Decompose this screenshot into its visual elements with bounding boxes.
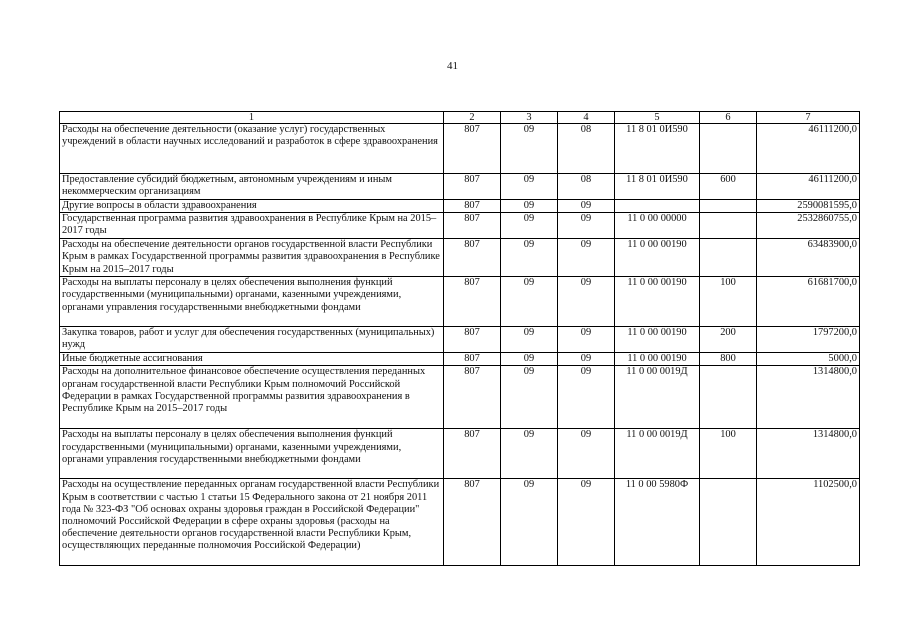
expense-type-code xyxy=(700,200,757,213)
expense-type-code xyxy=(700,239,757,277)
target-item-code: 11 0 00 0019Д xyxy=(615,429,700,479)
column-header: 6 xyxy=(700,112,757,124)
subsection-code: 09 xyxy=(558,479,615,566)
amount: 5000,0 xyxy=(757,353,860,366)
expense-name: Расходы на выплаты персоналу в целях обеспечения выполнения функций государственными (муниципальными) органами, казенными учреждениями, органами управления государственными внебюджетными фондами xyxy=(60,429,444,479)
target-item-code: 11 0 00 00190 xyxy=(615,277,700,327)
subsection-code: 09 xyxy=(558,327,615,353)
section-code: 09 xyxy=(501,174,558,200)
target-item-code: 11 0 00 0019Д xyxy=(615,366,700,429)
table-header-row xyxy=(60,112,860,124)
target-item-code: 11 8 01 0И590 xyxy=(615,124,700,174)
section-code: 09 xyxy=(501,277,558,327)
table-row xyxy=(60,479,860,566)
table-row xyxy=(60,327,860,353)
subsection-code: 09 xyxy=(558,277,615,327)
expense-name: Другие вопросы в области здравоохранения xyxy=(60,200,444,213)
expense-name: Расходы на выплаты персоналу в целях обеспечения выполнения функций государственными (муниципальными) органами, казенными учреждениями, органами управления государственными внебюджетными фондами xyxy=(60,277,444,327)
column-header: 5 xyxy=(615,112,700,124)
amount: 2590081595,0 xyxy=(757,200,860,213)
expense-name: Иные бюджетные ассигнования xyxy=(60,353,444,366)
target-item-code xyxy=(615,200,700,213)
table-row xyxy=(60,239,860,277)
expense-name: Предоставление субсидий бюджетным, автономным учреждениям и иным некоммерческим организациям xyxy=(60,174,444,200)
subsection-code: 09 xyxy=(558,366,615,429)
department-code: 807 xyxy=(444,239,501,277)
subsection-code: 08 xyxy=(558,174,615,200)
department-code: 807 xyxy=(444,124,501,174)
amount: 46111200,0 xyxy=(757,174,860,200)
section-code: 09 xyxy=(501,353,558,366)
subsection-code: 09 xyxy=(558,239,615,277)
expense-name: Расходы на осуществление переданных органам государственной власти Республики Крым в соответствии с частью 1 статьи 15 Федерального закона от 21 ноября 2011 года № 323-ФЗ "Об основах охраны здоровья граждан в Российской Федерации" полномочий Российской Федерации в сфере охраны здоровья (расходы на обеспечение деятельности органов государственной власти Республики Крым, осуществляющих переданные полномочия Российской Федерации) xyxy=(60,479,444,566)
section-code: 09 xyxy=(501,200,558,213)
expense-type-code: 800 xyxy=(700,353,757,366)
page-number: 41 xyxy=(447,60,458,72)
target-item-code: 11 0 00 5980Ф xyxy=(615,479,700,566)
expense-name: Расходы на дополнительное финансовое обеспечение осуществления переданных органам государственной власти Республики Крым полномочий Российской Федерации в рамках Государственной программы развития здравоохранения в Республике Крым на 2015–2017 годы xyxy=(60,366,444,429)
subsection-code: 09 xyxy=(558,429,615,479)
expense-name: Расходы на обеспечение деятельности органов государственной власти Республики Крым в рамках Государственной программы развития здравоохранения в Республике Крым на 2015–2017 годы xyxy=(60,239,444,277)
section-code: 09 xyxy=(501,213,558,239)
target-item-code: 11 8 01 0И590 xyxy=(615,174,700,200)
amount: 61681700,0 xyxy=(757,277,860,327)
department-code: 807 xyxy=(444,277,501,327)
expense-name: Расходы на обеспечение деятельности (оказание услуг) государственных учреждений в области научных исследований и разработок в сфере здравоохранения xyxy=(60,124,444,174)
table-row xyxy=(60,277,860,327)
target-item-code: 11 0 00 00190 xyxy=(615,327,700,353)
department-code: 807 xyxy=(444,213,501,239)
column-header: 3 xyxy=(501,112,558,124)
amount: 63483900,0 xyxy=(757,239,860,277)
section-code: 09 xyxy=(501,429,558,479)
table-row xyxy=(60,200,860,213)
department-code: 807 xyxy=(444,174,501,200)
department-code: 807 xyxy=(444,327,501,353)
subsection-code: 09 xyxy=(558,200,615,213)
section-code: 09 xyxy=(501,239,558,277)
target-item-code: 11 0 00 00190 xyxy=(615,239,700,277)
expense-type-code xyxy=(700,213,757,239)
column-header: 7 xyxy=(757,112,860,124)
section-code: 09 xyxy=(501,479,558,566)
table-row xyxy=(60,174,860,200)
target-item-code: 11 0 00 00190 xyxy=(615,353,700,366)
section-code: 09 xyxy=(501,327,558,353)
target-item-code: 11 0 00 00000 xyxy=(615,213,700,239)
expense-name: Государственная программа развития здравоохранения в Республике Крым на 2015–2017 годы xyxy=(60,213,444,239)
expense-type-code: 200 xyxy=(700,327,757,353)
amount: 46111200,0 xyxy=(757,124,860,174)
table-row xyxy=(60,213,860,239)
expense-type-code xyxy=(700,366,757,429)
department-code: 807 xyxy=(444,479,501,566)
table-row xyxy=(60,353,860,366)
expense-type-code: 100 xyxy=(700,429,757,479)
department-code: 807 xyxy=(444,353,501,366)
table-row xyxy=(60,124,860,174)
column-header: 2 xyxy=(444,112,501,124)
expense-type-code: 100 xyxy=(700,277,757,327)
department-code: 807 xyxy=(444,429,501,479)
amount: 2532860755,0 xyxy=(757,213,860,239)
department-code: 807 xyxy=(444,366,501,429)
table-row xyxy=(60,366,860,429)
amount: 1102500,0 xyxy=(757,479,860,566)
column-header: 1 xyxy=(60,112,444,124)
department-code: 807 xyxy=(444,200,501,213)
amount: 1314800,0 xyxy=(757,366,860,429)
amount: 1797200,0 xyxy=(757,327,860,353)
table-row xyxy=(60,429,860,479)
column-header: 4 xyxy=(558,112,615,124)
subsection-code: 09 xyxy=(558,353,615,366)
subsection-code: 09 xyxy=(558,213,615,239)
amount: 1314800,0 xyxy=(757,429,860,479)
expense-name: Закупка товаров, работ и услуг для обеспечения государственных (муниципальных) нужд xyxy=(60,327,444,353)
section-code: 09 xyxy=(501,366,558,429)
section-code: 09 xyxy=(501,124,558,174)
subsection-code: 08 xyxy=(558,124,615,174)
expense-type-code xyxy=(700,124,757,174)
budget-table xyxy=(59,111,860,566)
expense-type-code: 600 xyxy=(700,174,757,200)
expense-type-code xyxy=(700,479,757,566)
